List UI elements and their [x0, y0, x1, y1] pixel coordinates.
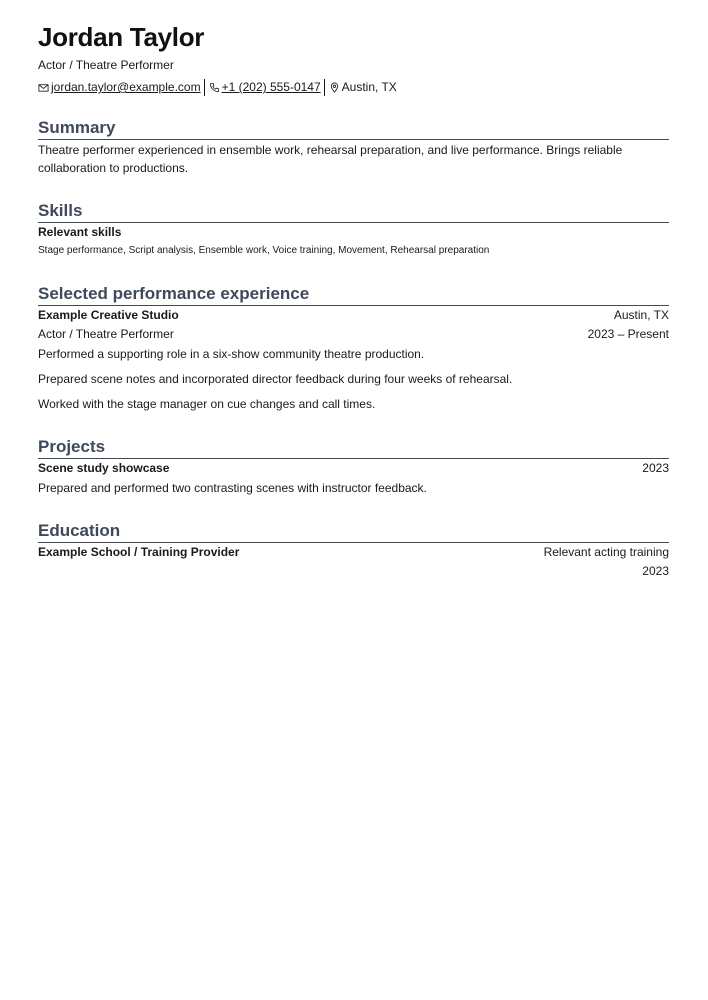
- location-text: Austin, TX: [341, 80, 397, 94]
- skills-section: [38, 201, 669, 258]
- section-title: Education: [38, 521, 669, 543]
- contact-phone: [209, 80, 321, 94]
- email-link[interactable]: jordan.taylor@example.com: [51, 80, 201, 94]
- education-school: Example School / Training Provider: [38, 545, 240, 559]
- skills-group-label: Relevant skills: [38, 225, 122, 239]
- contact-divider: [204, 79, 205, 96]
- project-description: Prepared and performed two contrasting scenes with instructor feedback.: [38, 481, 427, 495]
- project-name: Scene study showcase: [38, 461, 170, 475]
- contact-divider: [324, 79, 325, 96]
- resume-page: [38, 22, 669, 578]
- summary-section: [38, 118, 669, 177]
- experience-company: Example Creative Studio: [38, 308, 179, 322]
- candidate-headline: Actor / Theatre Performer: [38, 58, 174, 72]
- phone-link[interactable]: +1 (202) 555-0147: [221, 80, 321, 94]
- skills-list: Stage performance, Script analysis, Ensemble work, Voice training, Movement, Rehearsal preparation: [38, 245, 490, 256]
- email-icon: [38, 82, 49, 93]
- education-program: Relevant acting training: [543, 545, 669, 559]
- skills-group-title: [38, 223, 669, 242]
- project-header-row: [38, 459, 669, 478]
- project-year: 2023: [642, 461, 669, 475]
- education-year-row: [38, 562, 669, 581]
- experience-section: [38, 284, 669, 413]
- location-pin-icon: [329, 82, 340, 93]
- experience-header-row: [38, 306, 669, 325]
- contact-location: [329, 80, 397, 94]
- education-section: [38, 521, 669, 581]
- experience-bullet: Worked with the stage manager on cue changes and call times.: [38, 397, 376, 411]
- summary-text: Theatre performer experienced in ensemble work, rehearsal preparation, and live performance. Brings reliable collaboration to productions.: [38, 143, 623, 175]
- section-title: Selected performance experience: [38, 284, 669, 306]
- projects-section: [38, 437, 669, 497]
- section-title: Projects: [38, 437, 669, 459]
- experience-location: Austin, TX: [613, 308, 669, 322]
- experience-role: Actor / Theatre Performer: [38, 327, 174, 341]
- section-title: Summary: [38, 118, 669, 140]
- experience-dates: 2023 – Present: [587, 327, 669, 341]
- contact-email: [38, 80, 201, 94]
- experience-role-row: [38, 325, 669, 344]
- education-header-row: [38, 543, 669, 562]
- experience-bullet: Prepared scene notes and incorporated director feedback during four weeks of rehearsal.: [38, 372, 513, 386]
- contact-row: [38, 78, 669, 96]
- education-year: 2023: [642, 564, 669, 578]
- experience-bullet: Performed a supporting role in a six-show community theatre production.: [38, 347, 425, 361]
- candidate-name: Jordan Taylor: [38, 22, 205, 52]
- section-title: Skills: [38, 201, 669, 223]
- phone-icon: [209, 82, 220, 93]
